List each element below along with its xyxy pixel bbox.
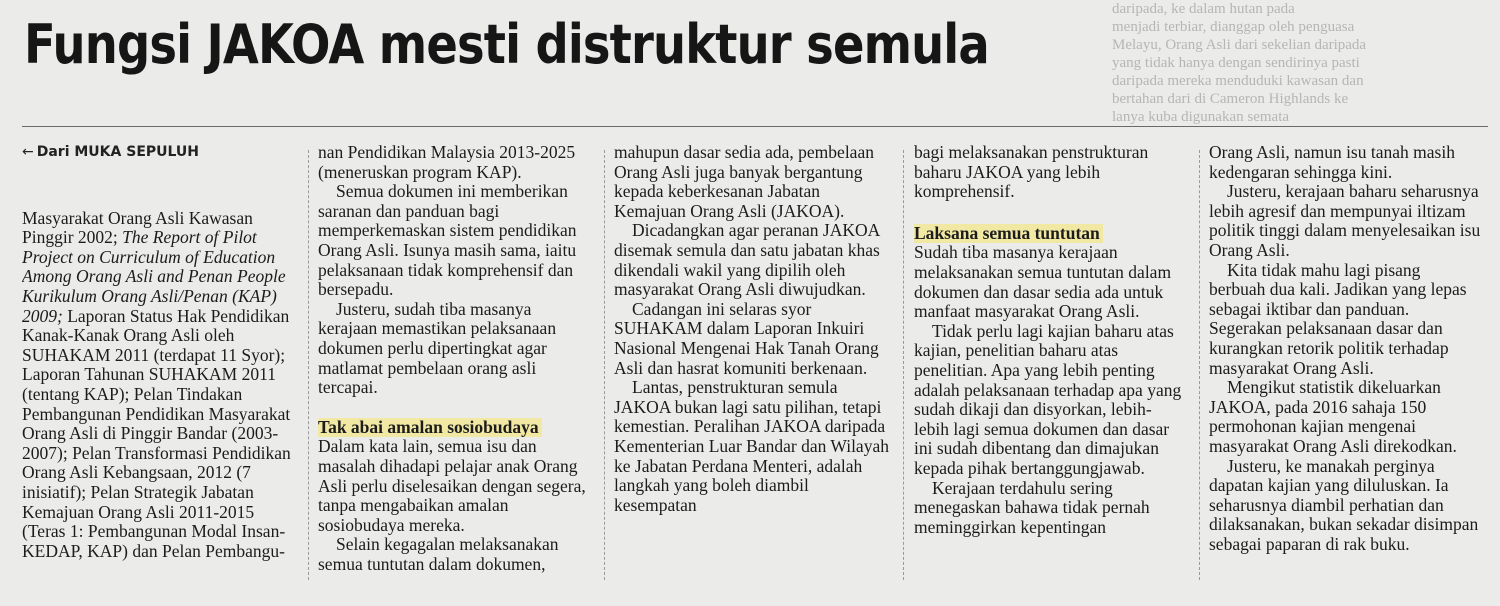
paragraph: Justeru, kerajaan baharu seharusnya lebih agresif dan mempunyai iltizam politik tinggi dalam menyelesaikan isu Orang Asli.: [1209, 181, 1481, 260]
kicker-label: Dari MUKA SEPULUH: [36, 144, 200, 160]
column-3: [614, 143, 889, 583]
text-run: Laporan Status Hak Pendidikan Kanak-Kanak Orang Asli oleh SUHAKAM 2011 (terdapat 11 Syor); Laporan Tahunan SUHAKAM 2011 (tentang KAP); Pelan Tindakan Pembangunan Pendidikan Masyarakat Orang Asli di Pinggir Bandar (2003-2007); Pelan Transformasi Pendidikan Orang Asli Kebangsaan, 2012 (7 inisiatif); Pelan Strategik Jabatan Kemajuan Orang Asli 2011-2015 (Teras 1: Pembangunan Modal Insan- KEDAP, KAP) dan Pelan Pembangu-: [22, 305, 291, 561]
headline: Fungsi JAKOA mesti distruktur semula: [24, 13, 989, 76]
paragraph: bagi melaksanakan penstrukturan baharu JAKOA yang lebih komprehensif.: [914, 143, 1149, 202]
bleed-line: menjadi terbiar, dianggap oleh penguasa: [1112, 19, 1355, 35]
subheading-tuntutan: Laksana semua tuntutan: [914, 224, 1103, 244]
italic-title-run: The Report of Pilot Project on Curriculum of Education Among Orang Asli and Penan People Kurikulum Orang Asli/Penan (KAP) 2009;: [22, 227, 286, 326]
bleed-line: yang tidak hanya dengan sendirinya pasti: [1112, 55, 1360, 71]
bleed-line: daripada, ke dalam hutan pada: [1112, 1, 1295, 17]
paragraph: Mengikut statistik dikeluarkan JAKOA, pada 2016 sahaja 150 permohonan kajian mengenai masyarakat Orang Asli direkodkan.: [1209, 377, 1457, 456]
column-separator: [308, 150, 309, 580]
paragraph: Tidak perlu lagi kajian baharu atas kajian, penelitian baharu atas penelitian. Apa yang lebih penting adalah pelaksanaan terhadap apa yang sudah dikaji dan disyorkan, lebih-lebih lagi semua dokumen dan dasar ini sudah dibentang dan dimajukan kepada pihak bertanggungjawab.: [914, 320, 1182, 478]
bleed-line: bertahan dari di Cameron Highlands ke: [1112, 91, 1349, 107]
paragraph: Kita tidak mahu lagi pisang berbuah dua kali. Jadikan yang lepas sebagai iktibar dan panduan. Segerakan pelaksanaan dasar dan kurangkan retorik politik terhadap masyarakat Orang Asli.: [1209, 259, 1467, 378]
paragraph: Dicadangkan agar peranan JAKOA disemak semula dan satu jabatan khas dikendali wakil yang dipilih oleh masyarakat Orang Asli diwujudkan.: [614, 220, 880, 300]
paragraph: nan Pendidikan Malaysia 2013-2025 (meneruskan program KAP).: [318, 143, 576, 182]
bleed-line: Melayu, Orang Asli dari sekelian daripada: [1112, 37, 1367, 53]
paragraph: Sudah tiba masanya kerajaan melaksanakan semua tuntutan dalam dokumen dan dasar sedia ada untuk manfaat masyarakat Orang Asli.: [914, 242, 1172, 322]
paragraph: Dalam kata lain, semua isu dan masalah dihadapi pelajar anak Orang Asli perlu diselesaikan dengan segera, tanpa mengabaikan amalan sosiobudaya mereka.: [318, 436, 586, 535]
column-2: [318, 143, 590, 583]
continued-from-kicker: [22, 143, 294, 163]
column-separator: [903, 150, 904, 580]
paragraph: Justeru, ke manakah perginya dapatan kajian yang diluluskan. Ia seharusnya diambil perhatian dan dilaksanakan, bukan sekadar disimpan sebagai paparan di rak buku.: [1209, 455, 1479, 554]
subheading-sosiobudaya: Tak abai amalan sosiobudaya: [318, 418, 542, 438]
column-separator: [1199, 150, 1200, 580]
column-1: [22, 143, 294, 583]
column-separator: [604, 150, 605, 580]
paragraph: Kerajaan terdahulu sering menegaskan bahawa tidak pernah meminggirkan kepentingan: [914, 477, 1150, 537]
text-run: Masyarakat Orang Asli Kawasan Pinggir 2002;: [22, 207, 253, 248]
bleed-through-text: [1112, 0, 1500, 124]
paragraph: Lantas, penstrukturan semula JAKOA bukan lagi satu pilihan, tetapi kemestian. Peralihan JAKOA daripada Kementerian Luar Bandar dan Wilayah ke Jabatan Perdana Menteri, adalah langkah yang boleh diambil kesempatan: [614, 377, 889, 515]
paragraph: Cadangan ini selaras syor SUHAKAM dalam Laporan Inkuiri Nasional Mengenai Hak Tanah Orang Asli dan hasrat komuniti berkenaan.: [614, 298, 879, 378]
arrow-left-icon: ←: [22, 144, 34, 160]
column-4: [914, 143, 1186, 583]
paragraph: mahupun dasar sedia ada, pembelaan Orang Asli juga banyak bergantung kepada keberkesanan Jabatan Kemajuan Orang Asli (JAKOA).: [614, 143, 874, 221]
paragraph: [22, 209, 294, 562]
paragraph: Semua dokumen ini memberikan saranan dan panduan bagi memperkemaskan sistem pendidikan Orang Asli. Isunya masih sama, iaitu pelaksanaan tidak komprehensif dan bersepadu.: [318, 181, 577, 300]
paragraph: Selain kegagalan melaksanakan semua tuntutan dalam dokumen,: [318, 534, 559, 574]
paragraph: Justeru, sudah tiba masanya kerajaan memastikan pelaksanaan dokumen perlu dipertingkat agar matlamat pembelaan orang asli tercapai.: [318, 298, 557, 398]
paragraph: Orang Asli, namun isu tanah masih kedengaran sehingga kini.: [1209, 143, 1455, 182]
column-5: [1209, 143, 1481, 583]
headline-rule: [22, 126, 1488, 127]
bleed-line: lanya kuba digunakan semata: [1112, 109, 1290, 124]
bleed-line: daripada mereka menduduki kawasan dan: [1112, 73, 1364, 89]
